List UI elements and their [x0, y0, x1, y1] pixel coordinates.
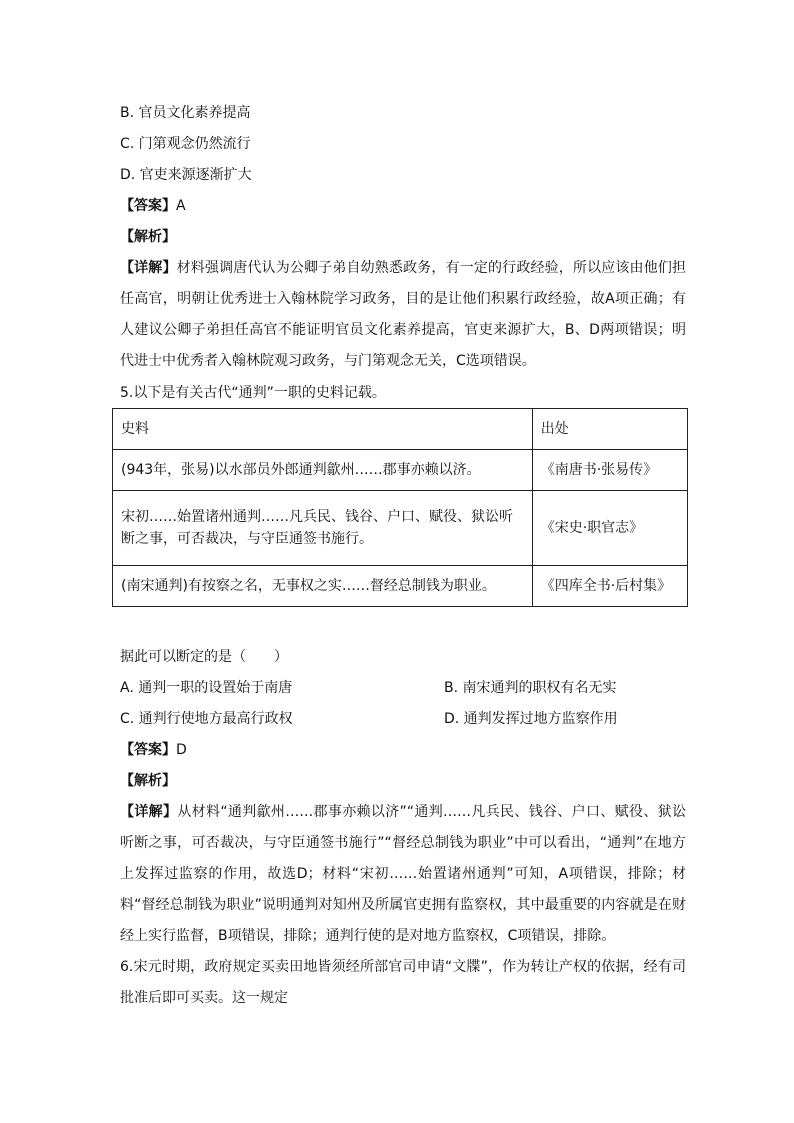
q4-detail-tag: 【详解】	[120, 260, 177, 276]
table-cell-source: (南宋通判)有按察之名，无事权之实……督经总制钱为职业。	[113, 566, 533, 607]
q5-analysis-tag: 【解析】	[120, 773, 176, 789]
table-cell-source: (943年，张易)以水部员外郎通判歙州……郡事亦赖以济。	[113, 450, 533, 491]
table-row	[113, 566, 688, 607]
table-cell-origin: 《宋史·职官志》	[532, 491, 687, 566]
source-table	[112, 408, 688, 607]
table-cell-source: 宋初……始置诸州通判……凡兵民、钱谷、户口、赋役、狱讼听断之事，可否裁决，与守臣通签书施行。	[113, 491, 533, 566]
q5-option-b: B. 南宋通判的职权有名无实	[444, 680, 617, 696]
q5-option-a: A. 通判一职的设置始于南唐	[120, 680, 293, 696]
q5-answer	[120, 740, 187, 760]
q6-stem: 6.宋元时期，政府规定买卖田地皆须经所部官司申请“文牒”，作为转让产权的依据，经有司批准后即可买卖。这一规定	[120, 959, 686, 1006]
q5-detail-text: 从材料“通判歙州……郡事亦赖以济”“通判……凡兵民、钱谷、户口、赋役、狱讼听断之事，可否裁决，与守臣通签书施行”“督经总制钱为职业”中可以看出，“通判”在地方上发挥过监察的作用，故选D；材料“宋初……始置诸州通判”可知，A项错误，排除；材料“督经总制钱为职业”说明通判对知州及所属官吏拥有监察权，其中最重要的内容就是在财经上实行监督，B项错误，排除；通判行使的是对地方监察权，C项错误，排除。	[120, 804, 686, 944]
q5-answer-tag: 【答案】	[120, 742, 176, 758]
q5-detail-tag: 【详解】	[120, 804, 178, 820]
q5-answer-value: D	[176, 742, 187, 758]
q4-option-d: D. 官吏来源逐渐扩大	[120, 167, 252, 183]
q4-analysis-tag: 【解析】	[120, 229, 176, 245]
table-cell-origin: 《南唐书·张易传》	[532, 450, 687, 491]
table-header-origin: 出处	[532, 409, 687, 450]
q4-answer	[120, 196, 186, 216]
q5-option-c: C. 通判行使地方最高行政权	[120, 711, 293, 727]
q5-option-d: D. 通判发挥过地方监察作用	[444, 711, 618, 727]
q4-detail-text: 材料强调唐代认为公卿子弟自幼熟悉政务，有一定的行政经验，所以应该由他们担任高官，明朝让优秀进士入翰林院学习政务，目的是让他们积累行政经验，故A项正确；有人建议公卿子弟担任高官不能证明官员文化素养提高，官吏来源扩大，B、D两项错误；明代进士中优秀者入翰林院观习政务，与门第观念无关，C选项错误。	[120, 260, 687, 369]
q5-question: 据此可以断定的是（ ）	[120, 649, 288, 665]
table-header-source: 史料	[113, 409, 533, 450]
table-header-row	[113, 409, 688, 450]
q5-stem: 5.以下是有关古代“通判”一职的史料记载。	[120, 385, 386, 401]
q4-option-c: C. 门第观念仍然流行	[120, 136, 251, 152]
q4-option-b: B. 官员文化素养提高	[120, 105, 251, 121]
table-cell-origin: 《四库全书·后村集》	[532, 566, 687, 607]
table-row	[113, 491, 688, 566]
q4-detail	[120, 253, 686, 377]
q4-answer-value: A	[176, 198, 186, 214]
table-row	[113, 450, 688, 491]
q4-answer-tag: 【答案】	[120, 198, 176, 214]
q5-detail	[120, 797, 686, 952]
